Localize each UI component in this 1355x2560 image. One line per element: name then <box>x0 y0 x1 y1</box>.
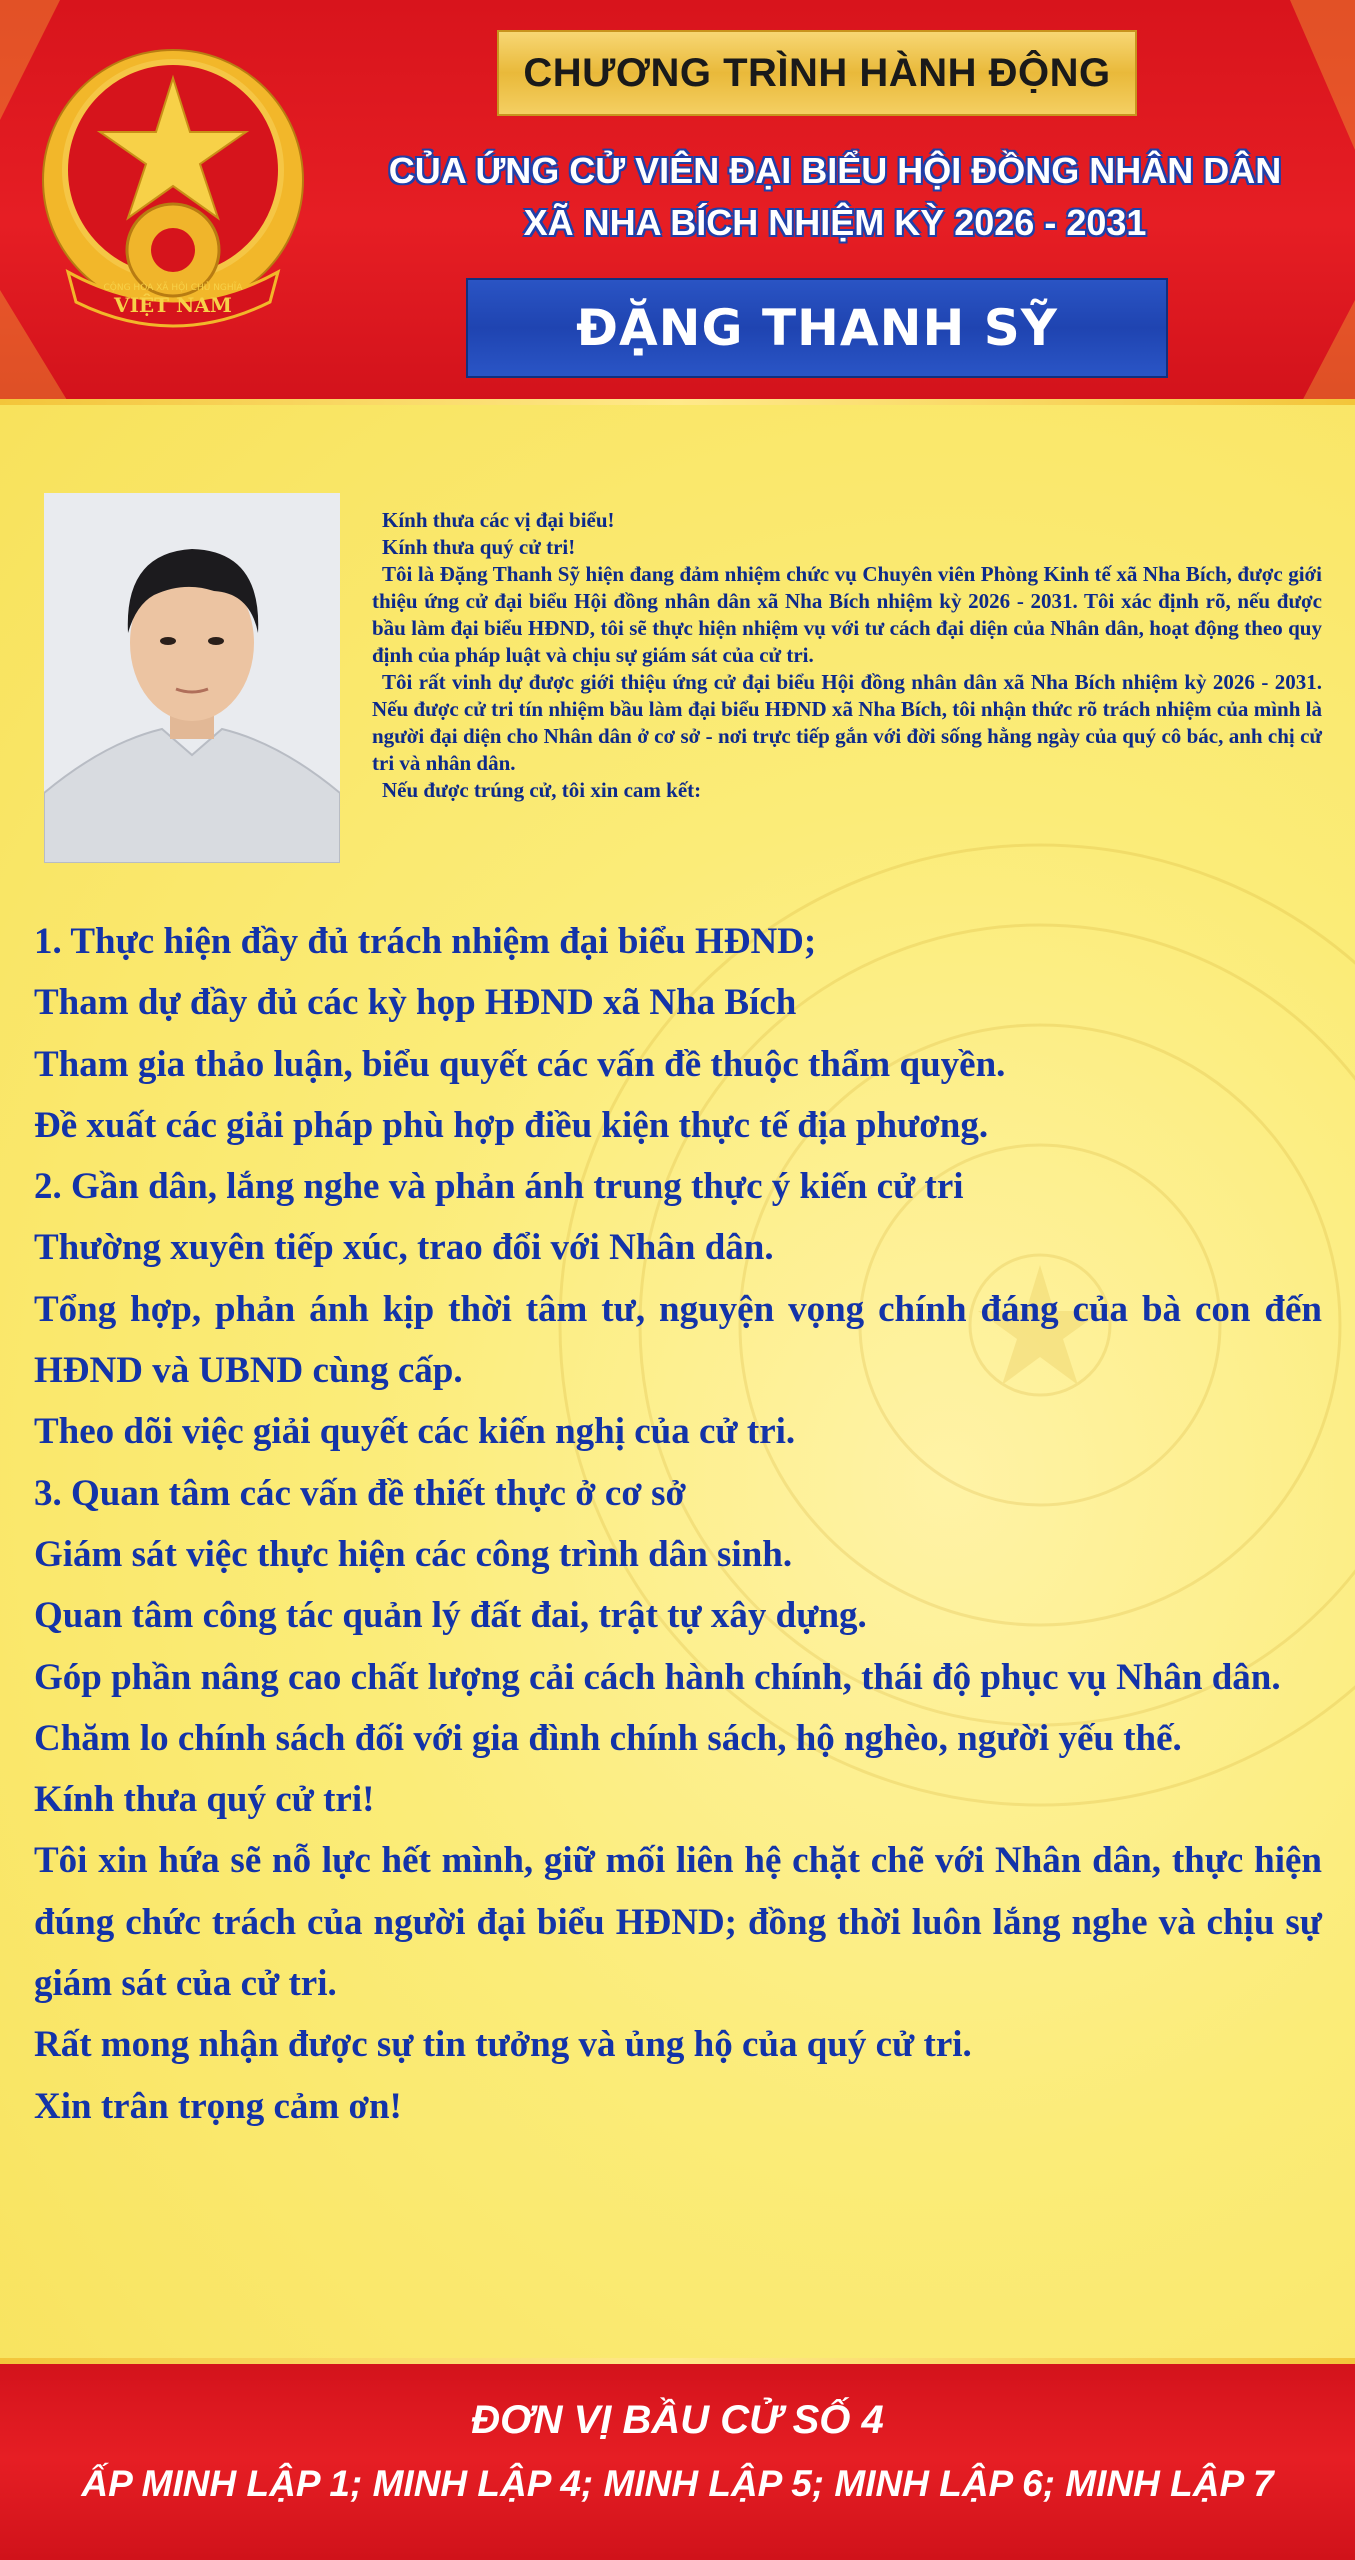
commitment-line: Kính thưa quý cử tri! <box>34 1779 375 1821</box>
intro-paragraph: Nếu được trúng cử, tôi xin cam kết: <box>382 778 702 802</box>
candidate-name-banner <box>466 278 1168 378</box>
commitment-line: 2. Gần dân, lắng nghe và phản ánh trung thực ý kiến cử tri <box>34 1166 964 1208</box>
header <box>0 0 1355 405</box>
program-title: CHƯƠNG TRÌNH HÀNH ĐỘNG <box>523 50 1111 95</box>
subtitle-line-2: XÃ NHA BÍCH NHIỆM KỲ 2026 - 2031 <box>523 202 1147 243</box>
intro-paragraph: Tôi rất vinh dự được giới thiệu ứng cử đại biểu Hội đồng nhân dân xã Nha Bích nhiệm kỳ 2026 - 2031. Nếu được cử tri tín nhiệm bầu làm đại biểu HĐND xã Nha Bích, tôi nhận thức rõ trách nhiệm của mình là người đại diện cho Nhân dân ở cơ sở - nơi trực tiếp gắn với đời sống hằng ngày của quý cô bác, anh chị cử tri và nhân dân. <box>372 670 1322 775</box>
commitment-line: Theo dõi việc giải quyết các kiến nghị của cử tri. <box>34 1411 796 1453</box>
subtitle-line-1: CỦA ỨNG CỬ VIÊN ĐẠI BIỂU HỘI ĐỒNG NHÂN DÂN <box>388 150 1282 191</box>
svg-text:VIỆT NAM: VIỆT NAM <box>114 293 232 317</box>
commitment-line: 1. Thực hiện đầy đủ trách nhiệm đại biểu HĐND; <box>34 921 817 962</box>
commitment-line: Chăm lo chính sách đối với gia đình chính sách, hộ nghèo, người yếu thế. <box>34 1717 1182 1759</box>
commitment-line: Đề xuất các giải pháp phù hợp điều kiện thực tế địa phương. <box>34 1104 989 1146</box>
candidate-name: ĐẶNG THANH SỸ <box>576 299 1058 357</box>
national-emblem-icon <box>38 40 308 330</box>
commitment-line: Thường xuyên tiếp xúc, trao đổi với Nhân dân. <box>34 1227 774 1269</box>
commitment-line: Tham dự đầy đủ các kỳ họp HĐND xã Nha Bích <box>34 982 797 1024</box>
program-title-banner <box>497 30 1137 116</box>
footer <box>0 2358 1355 2560</box>
intro-text <box>372 507 1322 804</box>
commitment-line: Giám sát việc thực hiện các công trình dân sinh. <box>34 1533 793 1575</box>
intro-paragraph: Kính thưa các vị đại biểu! <box>382 508 615 532</box>
commitment-line: Xin trân trọng cảm ơn! <box>34 2085 402 2127</box>
electoral-hamlets: ẤP MINH LẬP 1; MINH LẬP 4; MINH LẬP 5; MINH LẬP 6; MINH LẬP 7 <box>81 2463 1274 2504</box>
intro-paragraph: Kính thưa quý cử tri! <box>382 535 576 559</box>
candidate-photo <box>44 493 340 863</box>
commitment-line: Quan tâm công tác quản lý đất đai, trật tự xây dựng. <box>34 1595 867 1637</box>
commitments-list <box>34 911 1322 2137</box>
commitment-line: Tham gia thảo luận, biểu quyết các vấn đề thuộc thẩm quyền. <box>34 1043 1006 1085</box>
svg-text:CỘNG HÒA XÃ HỘI CHỦ NGHĨA: CỘNG HÒA XÃ HỘI CHỦ NGHĨA <box>103 283 243 293</box>
commitment-line: 3. Quan tâm các vấn đề thiết thực ở cơ sở <box>34 1472 686 1514</box>
commitment-line: Góp phần nâng cao chất lượng cải cách hành chính, thái độ phục vụ Nhân dân. <box>34 1656 1281 1698</box>
commitment-line: Tổng hợp, phản ánh kịp thời tâm tư, nguyện vọng chính đáng của bà con đến HĐND và UBND cùng cấp. <box>34 1288 1322 1392</box>
intro-paragraph: Tôi là Đặng Thanh Sỹ hiện đang đảm nhiệm chức vụ Chuyên viên Phòng Kinh tế xã Nha Bích, được giới thiệu ứng cử đại biểu Hội đồng nhân dân xã Nha Bích nhiệm kỳ 2026 - 2031. Tôi xác định rõ, nếu được bầu làm đại biểu HĐND, tôi sẽ thực hiện nhiệm vụ với tư cách đại diện của Nhân dân, hoạt động theo quy định của pháp luật và chịu sự giám sát của cử tri. <box>372 562 1322 667</box>
portrait-icon <box>44 493 340 863</box>
electoral-unit: ĐƠN VỊ BẦU CỬ SỐ 4 <box>471 2398 884 2442</box>
candidate-subtitle <box>320 145 1350 249</box>
commitment-line: Tôi xin hứa sẽ nỗ lực hết mình, giữ mối liên hệ chặt chẽ với Nhân dân, thực hiện đúng chức trách của người đại biểu HĐND; đồng thời luôn lắng nghe và chịu sự giám sát của cử tri. <box>34 1840 1322 2005</box>
main-content <box>0 405 1355 2358</box>
commitment-line: Rất mong nhận được sự tin tưởng và ủng hộ của quý cử tri. <box>34 2024 972 2066</box>
